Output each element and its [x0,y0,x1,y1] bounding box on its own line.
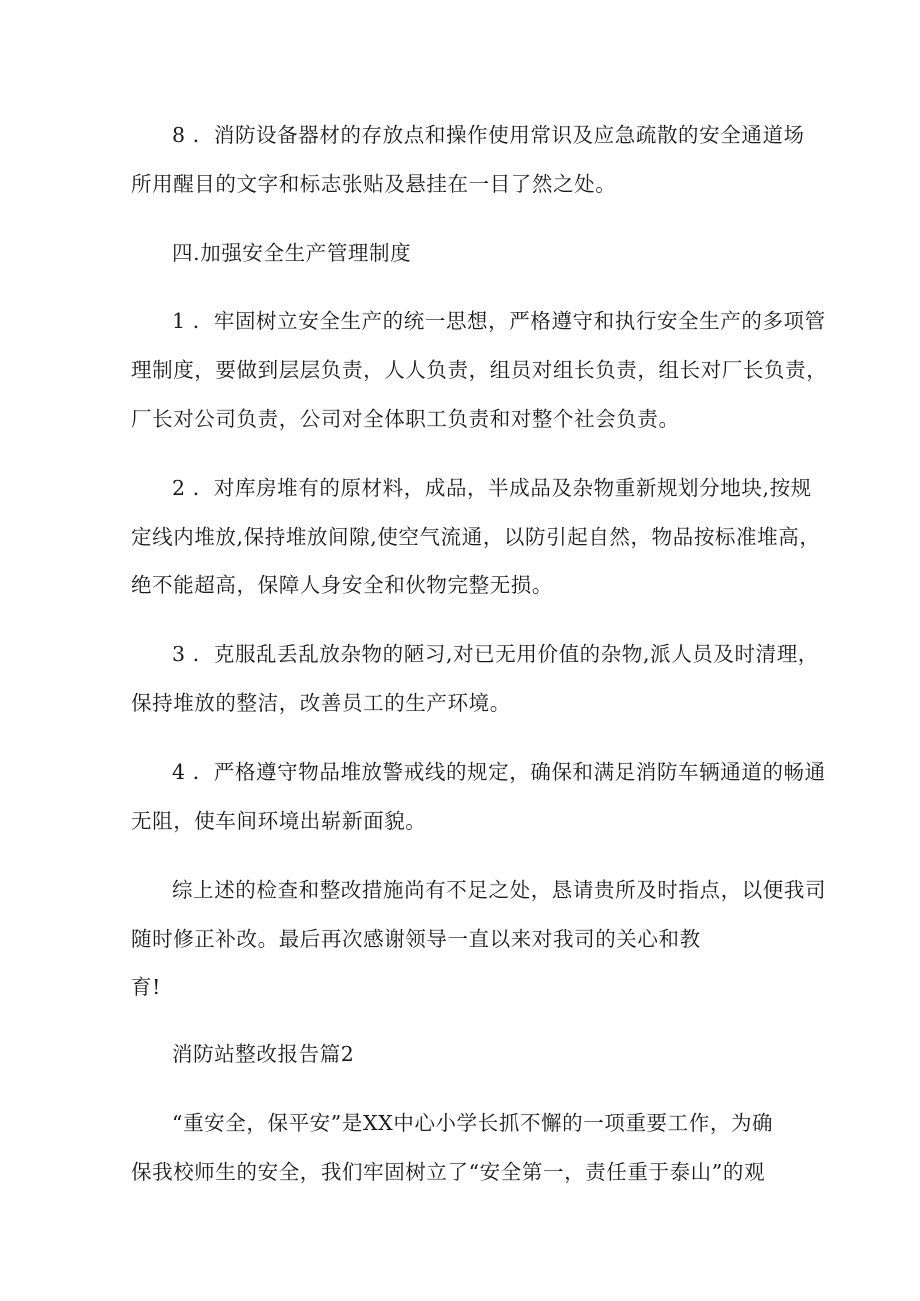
item-4-line-1: 4 ．严格遵守物品堆放警戒线的规定，确保和满足消防车辆通道的畅通 [172,760,826,784]
item-2-line-1: 2 ．对库房堆有的原材料，成品，半成品及杂物重新规划分地块,按规 [172,476,812,500]
item-4-line-2: 无阻，使车间环境出崭新面貌。 [131,809,427,833]
section-heading: 四.加强安全生产管理制度 [172,241,412,265]
report-2-intro-line-1: “重安全，保平安”是XX中心小学长抓不懈的一项重要工作，为确 [172,1111,774,1135]
item-8-line-1: 8 ．消防设备器材的存放点和操作使用常识及应急疏散的安全通道场 [172,123,805,147]
summary-line-1: 综上述的检查和整改措施尚有不足之处，恳请贵所及时指点，以便我司 [172,878,827,902]
item-3-line-2: 保持堆放的整洁，改善员工的生产环境。 [131,691,511,715]
summary-line-2: 随时修正补改。最后再次感谢领导一直以来对我司的关心和教 [131,927,701,951]
item-2-line-3: 绝不能超高，保障人身安全和伙物完整无损。 [131,573,553,597]
item-1-line-2: 理制度，要做到层层负责，人人负责，组员对组长负责，组长对厂长负责， [131,358,828,382]
item-2-line-2: 定线内堆放,保持堆放间隙,使空气流通，以防引起自然，物品按标准堆高， [131,525,821,549]
item-8-line-2: 所用醒目的文字和标志张贴及悬挂在一目了然之处。 [131,172,617,196]
report-2-title: 消防站整改报告篇2 [172,1042,355,1066]
summary-line-3: 育! [131,975,161,999]
item-1-line-1: 1 ．牢固树立安全生产的统一思想，严格遵守和执行安全生产的多项管 [172,309,826,333]
report-2-intro-line-2: 保我校师生的安全，我们牢固树立了“安全第一，责任重于泰山”的观 [131,1160,766,1184]
item-3-line-1: 3 ．克服乱丢乱放杂物的陋习,对已无用价值的杂物,派人员及时清理， [172,642,819,666]
item-1-line-3: 厂长对公司负责，公司对全体职工负责和对整个社会负责。 [131,407,680,431]
